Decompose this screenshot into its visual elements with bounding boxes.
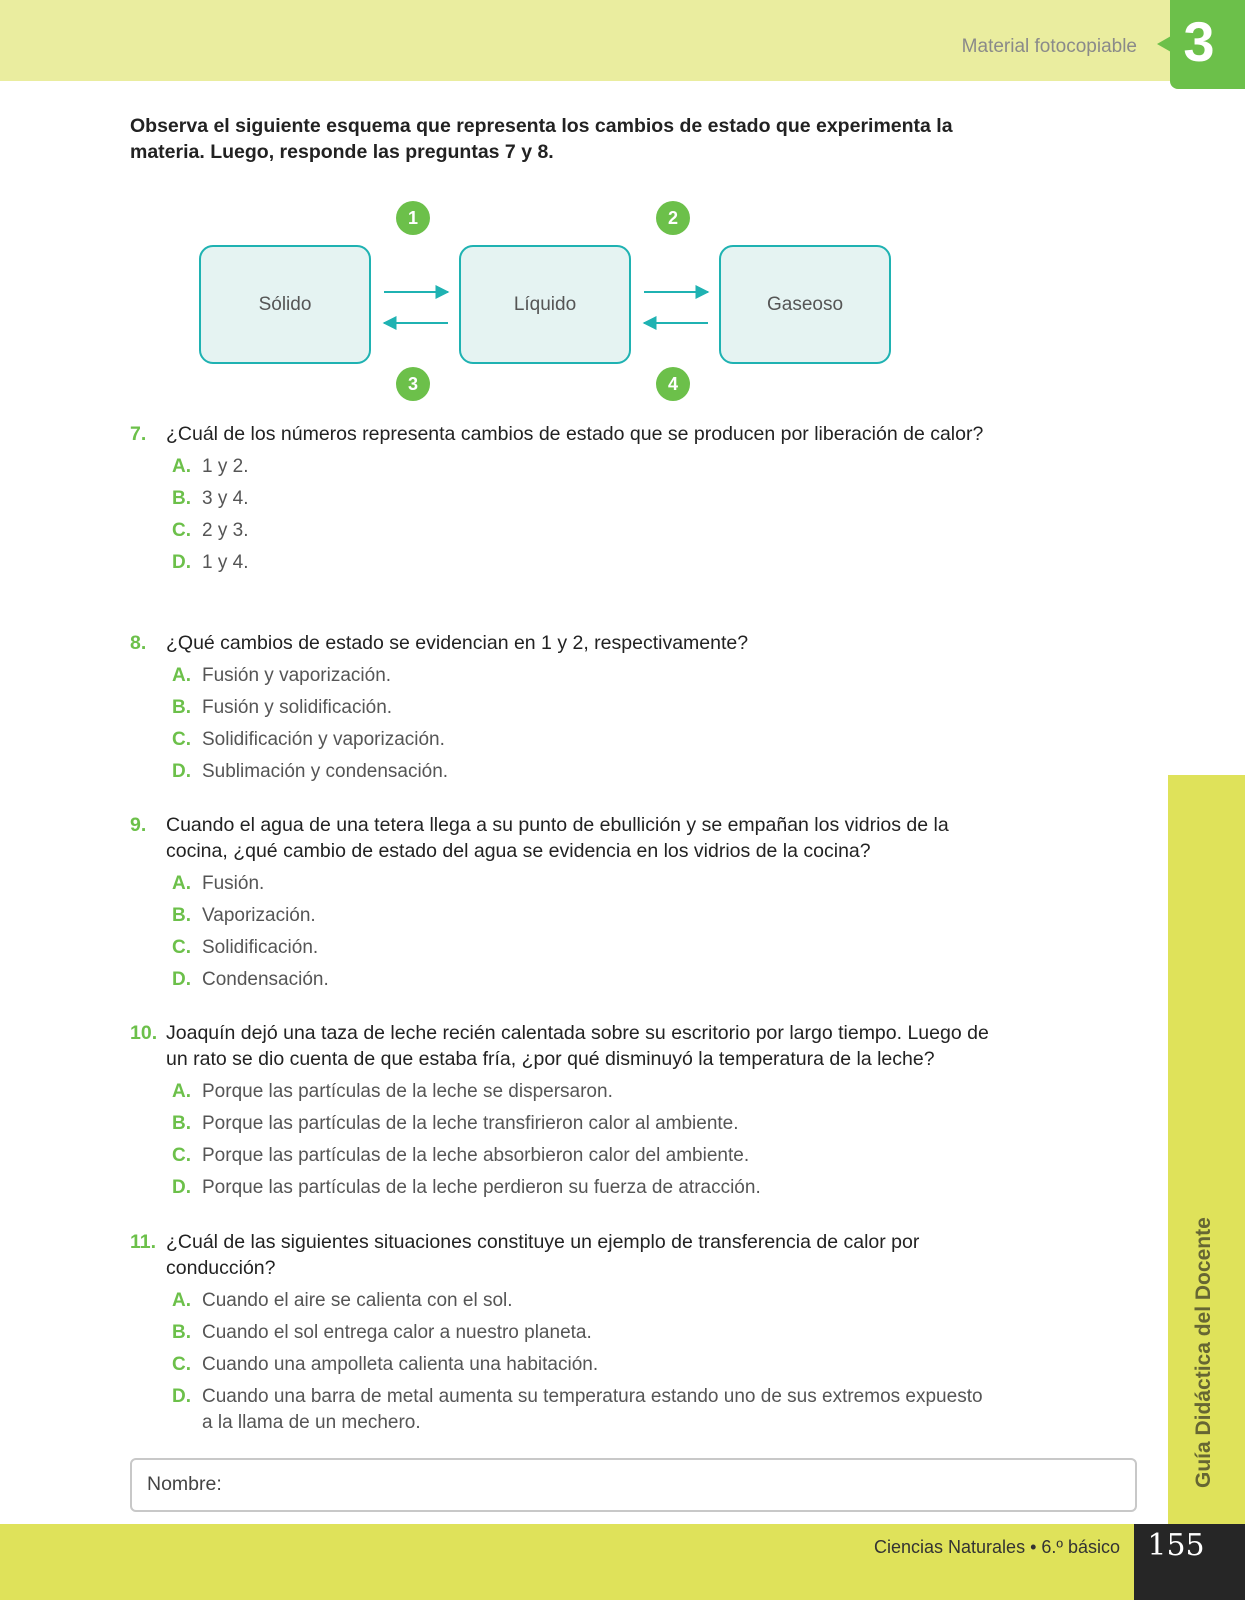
question-8: [130, 630, 990, 791]
option-text: Fusión y vaporización.: [202, 665, 392, 686]
option-b[interactable]: [172, 486, 990, 512]
option-letter: A.: [172, 1081, 191, 1102]
option-text: 1 y 2.: [202, 456, 249, 477]
option-letter: D.: [172, 552, 191, 573]
question-text: Cuando el agua de una tetera llega a su punto de ebullición y se empañan los vidrios de la cocina, ¿qué cambio de estado del agua se evidencia en los vidrios de la cocina?: [166, 814, 949, 862]
option-a[interactable]: [172, 871, 990, 897]
option-letter: C.: [172, 937, 191, 958]
option-d[interactable]: [172, 759, 990, 785]
option-letter: B.: [172, 1113, 191, 1134]
option-c[interactable]: [172, 1352, 990, 1378]
question-11: [130, 1229, 990, 1442]
option-text: Solidificación.: [202, 937, 319, 958]
question-text: ¿Cuál de las siguientes situaciones constituye un ejemplo de transferencia de calor por conducción?: [166, 1231, 920, 1279]
option-text: Condensación.: [202, 969, 329, 990]
option-b[interactable]: [172, 903, 990, 929]
option-letter: B.: [172, 488, 191, 509]
option-letter: A.: [172, 1290, 191, 1311]
question-stem: [130, 421, 990, 447]
option-c[interactable]: [172, 1143, 990, 1169]
question-text: Joaquín dejó una taza de leche recién calentada sobre su escritorio por largo tiempo. Luego de un rato se dio cuenta de que estaba fría, ¿por qué disminuyó la temperatura de la leche?: [166, 1022, 989, 1070]
option-text: Sublimación y condensación.: [202, 761, 449, 782]
option-letter: D.: [172, 1386, 191, 1407]
option-text: 3 y 4.: [202, 488, 249, 509]
option-text: 2 y 3.: [202, 520, 249, 541]
option-text: Fusión y solidificación.: [202, 697, 393, 718]
answer-options: [130, 1079, 990, 1201]
intro-instructions: Observa el siguiente esquema que representa los cambios de estado que experimenta la materia. Luego, responde las preguntas 7 y 8.: [130, 115, 953, 163]
footer-subject: Ciencias Naturales • 6.º básico: [874, 1537, 1120, 1557]
question-text: ¿Qué cambios de estado se evidencian en 1 y 2, respectivamente?: [166, 632, 749, 654]
side-label: Guía Didáctica del Docente: [1192, 1217, 1215, 1488]
number-badge-3: 3: [396, 367, 430, 401]
option-text: Cuando el sol entrega calor a nuestro planeta.: [202, 1322, 592, 1343]
name-field[interactable]: [130, 1458, 1137, 1512]
answer-options: [130, 871, 990, 993]
option-text: Cuando una ampolleta calienta una habitación.: [202, 1354, 599, 1375]
option-letter: A.: [172, 873, 191, 894]
option-letter: D.: [172, 969, 191, 990]
option-d[interactable]: [172, 1175, 990, 1201]
header-title: Material fotocopiable: [961, 36, 1137, 57]
name-label: Nombre:: [147, 1473, 222, 1495]
question-text: ¿Cuál de los números representa cambios de estado que se producen por liberación de calor?: [166, 423, 984, 445]
option-b[interactable]: [172, 695, 990, 721]
question-stem: [130, 1229, 990, 1281]
option-letter: C.: [172, 729, 191, 750]
option-a[interactable]: [172, 1288, 990, 1314]
option-text: Solidificación y vaporización.: [202, 729, 445, 750]
option-b[interactable]: [172, 1320, 990, 1346]
option-letter: D.: [172, 1177, 191, 1198]
option-text: Porque las partículas de la leche transfirieron calor al ambiente.: [202, 1113, 739, 1134]
question-number: 11.: [130, 1231, 157, 1253]
question-number: 9.: [130, 814, 147, 836]
number-badge-4: 4: [656, 367, 690, 401]
question-9: [130, 812, 990, 999]
question-stem: [130, 630, 990, 656]
option-c[interactable]: [172, 727, 990, 753]
option-letter: B.: [172, 905, 191, 926]
question-7: [130, 421, 990, 582]
question-number: 10.: [130, 1022, 158, 1044]
page-number: 155: [1147, 1528, 1205, 1563]
option-a[interactable]: [172, 1079, 990, 1105]
number-badge-2: 2: [656, 201, 690, 235]
state-box-solid: Sólido: [199, 245, 371, 364]
answer-options: [130, 454, 990, 576]
option-text: Porque las partículas de la leche se dispersaron.: [202, 1081, 613, 1102]
option-text: Fusión.: [202, 873, 265, 894]
option-text: 1 y 4.: [202, 552, 249, 573]
option-b[interactable]: [172, 1111, 990, 1137]
number-badge-1: 1: [396, 201, 430, 235]
option-text: Porque las partículas de la leche absorbieron calor del ambiente.: [202, 1145, 750, 1166]
option-a[interactable]: [172, 663, 990, 689]
option-c[interactable]: [172, 935, 990, 961]
answer-options: [130, 1288, 990, 1436]
unit-number: 3: [1183, 10, 1215, 73]
answer-options: [130, 663, 990, 785]
question-10: [130, 1020, 990, 1207]
option-text: Cuando una barra de metal aumenta su temperatura estando uno de sus extremos expuesto a la llama de un mechero.: [202, 1386, 983, 1433]
option-d[interactable]: [172, 967, 990, 993]
option-letter: B.: [172, 1322, 191, 1343]
question-stem: [130, 812, 990, 864]
option-a[interactable]: [172, 454, 990, 480]
option-text: Porque las partículas de la leche perdieron su fuerza de atracción.: [202, 1177, 761, 1198]
state-box-liquid: Líquido: [459, 245, 631, 364]
question-stem: [130, 1020, 990, 1072]
option-text: Cuando el aire se calienta con el sol.: [202, 1290, 513, 1311]
option-letter: B.: [172, 697, 191, 718]
state-box-gas: Gaseoso: [719, 245, 891, 364]
question-number: 8.: [130, 632, 147, 654]
option-letter: C.: [172, 1145, 191, 1166]
option-letter: C.: [172, 1354, 191, 1375]
option-letter: D.: [172, 761, 191, 782]
option-letter: A.: [172, 665, 191, 686]
option-letter: C.: [172, 520, 191, 541]
option-letter: A.: [172, 456, 191, 477]
option-d[interactable]: [172, 550, 990, 576]
question-number: 7.: [130, 423, 147, 445]
option-d[interactable]: [172, 1384, 990, 1436]
option-text: Vaporización.: [202, 905, 316, 926]
footer-band: [0, 1524, 1245, 1600]
option-c[interactable]: [172, 518, 990, 544]
